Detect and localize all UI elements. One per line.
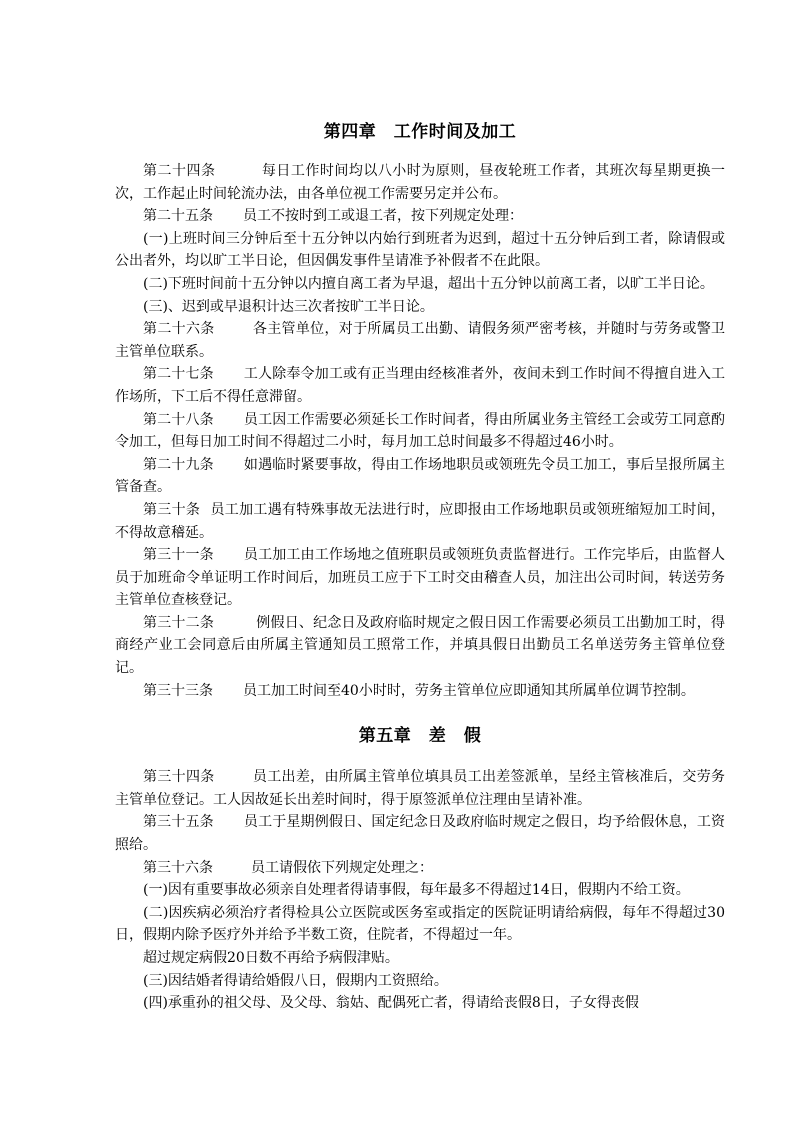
paragraph-text: (三)因结婚者得请给婚假八日，假期内工资照给。: [143, 972, 448, 989]
paragraph-text: 员工加工遇有特殊事故无法进行时，应即报由工作场地职员或领班缩短加工时间，不得故意稽延。: [115, 501, 726, 541]
paragraph: [115, 296, 725, 319]
paragraph: [115, 766, 725, 811]
paragraph: [115, 992, 725, 1015]
paragraph-text: 每日工作时间均以八小时为原则，昼夜轮班工作者，其班次每星期更换一次，工作起止时间轮流办法，由各单位视工作需要另定并公布。: [115, 163, 726, 202]
paragraph-text: 例假日、纪念日及政府临时规定之假日因工作需要必须员工出勤加工时，得商经产业工会同意后由所属主管通知员工照常工作，并填具假日出勤员工名单送劳务主管单位登记。: [115, 614, 726, 677]
paragraph-text: (一)因有重要事故必须亲自处理者得请事假，每年最多不得超过14日，假期内不给工资。: [143, 882, 690, 899]
paragraph: [115, 811, 725, 856]
paragraph-text: (三)、迟到或早退积计达三次者按旷工半日论。: [143, 298, 434, 315]
paragraph: [115, 499, 725, 544]
paragraph: [115, 947, 725, 970]
chapter-5-body: [115, 766, 725, 1015]
paragraph-text: 工人除奉令加工或有正当理由经核准者外，夜间未到工作时间不得擅自进入工作场所，下工后不得任意滞留。: [115, 366, 726, 405]
article-number: 第三十四条: [143, 769, 215, 786]
paragraph: [115, 228, 725, 273]
paragraph-text: (一)上班时间三分钟后至十五分钟以内始行到班者为迟到，超过十五分钟后到工者，除请假或公出者外，均以旷工半日论，但因偶发事件呈请准予补假者不在此限。: [115, 230, 725, 270]
paragraph-text: 员工加工由工作场地之值班职员或领班负责监督进行。工作完毕后，由监督人员于加班命令单证明工作时间后，加班员工应于下工时交由稽查人员，加注出公司时间，转送劳务主管单位查核登记。: [115, 547, 726, 609]
paragraph-text: (二)因疾病必须治疗者得检具公立医院或医务室或指定的医院证明请给病假，每年不得超过30日，假期内除予医疗外并给予半数工资，住院者，不得超过一年。: [115, 904, 725, 944]
paragraph: [115, 318, 725, 363]
chapter-4-title: 第四章 工作时间及加工: [323, 122, 517, 142]
paragraph-text: 各主管单位，对于所属员工出勤、请假务须严密考核，并随时与劳务或警卫主管单位联系。: [115, 321, 726, 360]
paragraph-text: 超过规定病假20日数不再给予病假津贴。: [143, 950, 399, 966]
article-number: 第三十五条: [143, 814, 214, 831]
paragraph: [115, 160, 725, 205]
article-number: 第三十一条: [143, 547, 214, 564]
paragraph: [115, 544, 725, 612]
paragraph: [115, 879, 725, 902]
chapter-4-body: [115, 160, 725, 702]
paragraph-text: 员工请假依下列规定处理之：: [251, 859, 433, 876]
article-number: 第二十六条: [143, 321, 215, 338]
paragraph: [115, 970, 725, 993]
chapter-5-title: 第五章 差 假: [358, 726, 482, 747]
paragraph: [115, 902, 725, 947]
article-number: 第三十三条: [143, 682, 213, 699]
document-page: [115, 0, 725, 1015]
paragraph-text: 如遇临时紧要事故，得由工作场地职员或领班先令员工加工，事后呈报所属主管备查。: [115, 456, 726, 496]
paragraph-text: 员工出差，由所属主管单位填具员工出差签派单，呈经主管核准后，交劳务主管单位登记。工人因故延长出差时间时，得于原签派单位注理由呈请补准。: [115, 769, 726, 808]
article-number: 第三十二条: [143, 614, 215, 631]
paragraph-text: 员工加工时间至40小时时，劳务主管单位应即通知其所属单位调节控制。: [243, 682, 695, 699]
article-number: 第三十条: [143, 501, 201, 518]
paragraph-text: 员工不按时到工或退工者，按下列规定处理：: [243, 208, 523, 225]
paragraph: [115, 363, 725, 408]
article-number: 第二十九条: [143, 456, 214, 473]
paragraph: [115, 454, 725, 499]
paragraph-text: 员工于星期例假日、国定纪念日及政府临时规定之假日，均予给假休息，工资照给。: [115, 814, 726, 854]
paragraph: [115, 205, 725, 228]
paragraph: [115, 857, 725, 880]
paragraph: [115, 680, 725, 703]
paragraph-text: 员工因工作需要必须延长工作时间者，得由所属业务主管经工会或劳工同意酌令加工，但每日加工时间不得超过二小时，每月加工总时间最多不得超过46小时。: [115, 411, 726, 451]
article-number: 第二十四条: [143, 163, 216, 179]
paragraph: [115, 273, 725, 296]
article-number: 第三十六条: [143, 859, 213, 876]
paragraph-text: (四)承重孙的祖父母、及父母、翁姑、配偶死亡者，得请给丧假8日，子女得丧假: [143, 995, 639, 1012]
article-number: 第二十八条: [143, 411, 214, 428]
paragraph: [115, 409, 725, 454]
article-number: 第二十五条: [143, 208, 213, 225]
article-number: 第二十七条: [143, 366, 214, 383]
paragraph: [115, 612, 725, 680]
paragraph-text: (二)下班时间前十五分钟以内擅自离工者为早退，超出十五分钟以前离工者，以旷工半日论。: [143, 275, 714, 292]
